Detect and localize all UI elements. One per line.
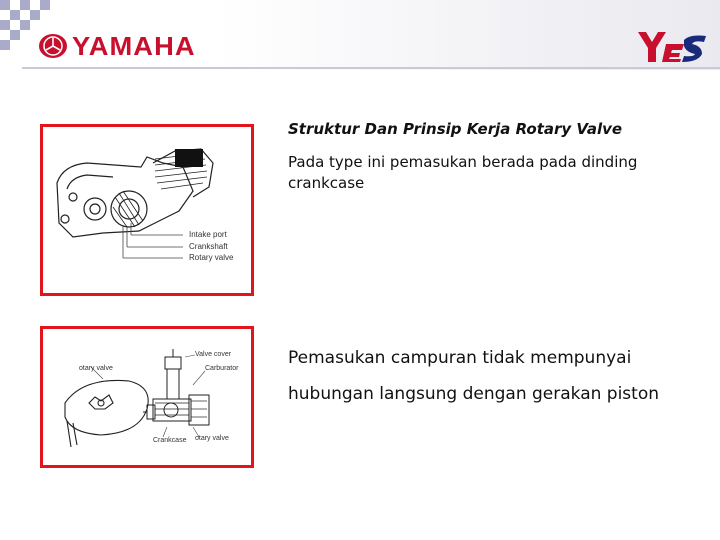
label-rotary-valve: Rotary valve (189, 253, 234, 262)
yamaha-logo (38, 30, 196, 61)
label-rotary-valve-left: otary valve (79, 365, 113, 372)
label-rotary-valve-bottom: otary valve (195, 435, 229, 442)
figure-engine-cross-section (40, 124, 254, 296)
rotary-valve-drawing (43, 329, 251, 465)
label-intake-port: Intake port (189, 230, 227, 239)
tuning-fork-emblem-icon (38, 33, 68, 59)
header-rule (22, 67, 720, 69)
brand-name: YAMAHA (72, 30, 196, 61)
label-valve-cover: Valve cover (195, 351, 232, 358)
slide-title: Struktur Dan Prinsip Kerja Rotary Valve (288, 120, 623, 138)
paragraph-intake-location: Pada type ini pemasukan berada pada dinding crankcase (288, 153, 638, 192)
label-carburator: Carburator (205, 365, 239, 372)
engine-drawing (43, 127, 251, 293)
yes-logo-text: YES (636, 30, 639, 31)
label-crankshaft: Crankshaft (189, 242, 228, 251)
figure-rotary-valve-assembly (40, 326, 254, 468)
label-crankcase: Crankcase (153, 437, 187, 444)
yes-logo (636, 30, 708, 64)
paragraph-mixture-intake: Pemasukan campuran tidak mempunyai hubungan langsung dengan gerakan piston (288, 348, 660, 404)
